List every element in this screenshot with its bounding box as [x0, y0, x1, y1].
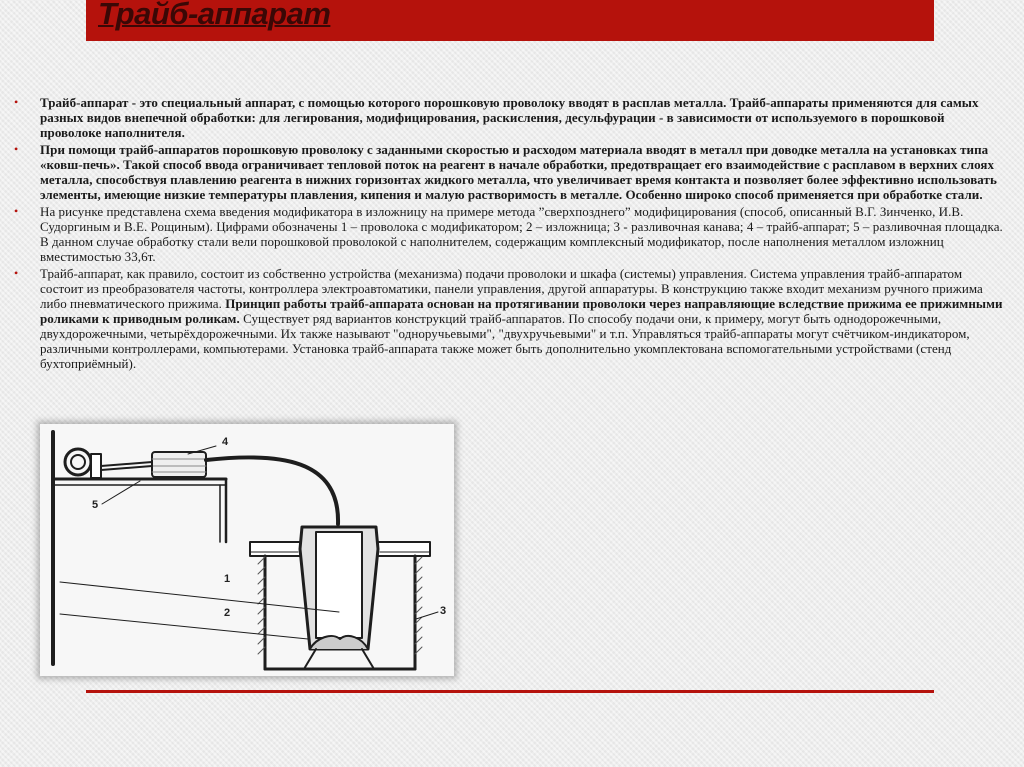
paragraph-2	[14, 142, 1004, 202]
paragraph-text-part: Существует ряд вариантов конструкций трайб-аппаратов. По способу подачи они, к примеру, могут быть однодорожечными, двухдорожечными, четырёхдорожечными. Их также называют "одноручьевыми", "двухручьевыми" и т.п. Управляться трайб-аппараты могут счётчиком-индикатором, различными контроллерами, компьютерами. Установка трайб-аппарата также может быть дополнительно укомплектована вспомогательными устройствами (стенд бухтоприёмный).	[40, 311, 970, 371]
slide-title: Трайб-аппарат	[98, 0, 331, 31]
paragraph-text: Трайб-аппарат - это специальный аппарат, с помощью которого порошковую проволоку вводят в расплав металла. Трайб-аппараты применяются для самых разных видов внепечной обработки: для легирования, модифицирования, раскисления, десульфурации - в зависимости от используемого в порошковой проволоке наполнителя.	[40, 95, 979, 140]
paragraph-3	[14, 204, 1004, 264]
title-bar	[86, 0, 934, 41]
schematic-figure	[40, 424, 454, 676]
label-1: 1	[224, 573, 231, 585]
bullet-icon: •	[14, 204, 19, 218]
paragraph-text: При помощи трайб-аппаратов порошковую проволоку с заданными скоростью и расходом материала вводят в металл при доводке металла на установках типа «ковш-печь». Такой способ ввода ограничивает тепловой поток на реагент в начале обработки, предотвращает его взаимодействие с расплавом в верхних слоях металла, способствуя плавлению реагента в нижних горизонтах жидкого металла, что увеличивает время контакта и позволяет более эффективно использовать элементы, имеющие низкие температуры плавления, кипения и малую растворимость в металле. Особенно широко способ применяется при обработке стали.	[40, 142, 997, 202]
bullet-icon: •	[14, 266, 19, 280]
slide-content	[14, 95, 1004, 373]
bullet-icon: •	[14, 95, 19, 109]
bottom-divider	[86, 690, 934, 693]
bullet-icon: •	[14, 142, 19, 156]
paragraph-text-part: Трайб-аппарат, как правило, состоит из собственно устройства (механизма) подачи проволоки и шкафа (системы) управления. Система управления трайб-аппаратом состоит из преобразователя частоты, контроллера электроавтоматики, панели управления, другой аппаратуры. В конструкцию также входит механизм ручного прижима либо пневматического прижима.	[40, 266, 983, 311]
schematic-diagram	[40, 424, 454, 676]
paragraph-4	[14, 266, 1004, 371]
label-4: 4	[222, 436, 229, 448]
paragraph-text: На рисунке представлена схема введения модификатора в изложницу на примере метода ”сверхпозднего” модифицирования (способ, описанный В.Г. Зинченко, И.В. Судоргиным и В.Е. Рощиным). Цифрами обозначены 1 – проволока с модификатором; 2 – изложница; 3 - разливочная канава; 4 – трайб-аппарат; 5 – разливочная площадка. В данном случае обработку стали вели порошковой проволокой с наполнителем, содержащим комплексный модификатор, после наполнения металлом изложниц вместимостью 33,6т.	[40, 204, 1003, 264]
label-5: 5	[92, 499, 99, 511]
paragraph-1	[14, 95, 1004, 140]
paragraph-text	[40, 266, 1004, 371]
label-3: 3	[440, 605, 447, 617]
paragraph-text-bold: Принцип работы трайб-аппарата основан на протягивании проволоки через направляющие вследствие прижима ее прижимными роликами к приводным роликам.	[40, 296, 1003, 326]
label-2: 2	[224, 607, 231, 619]
